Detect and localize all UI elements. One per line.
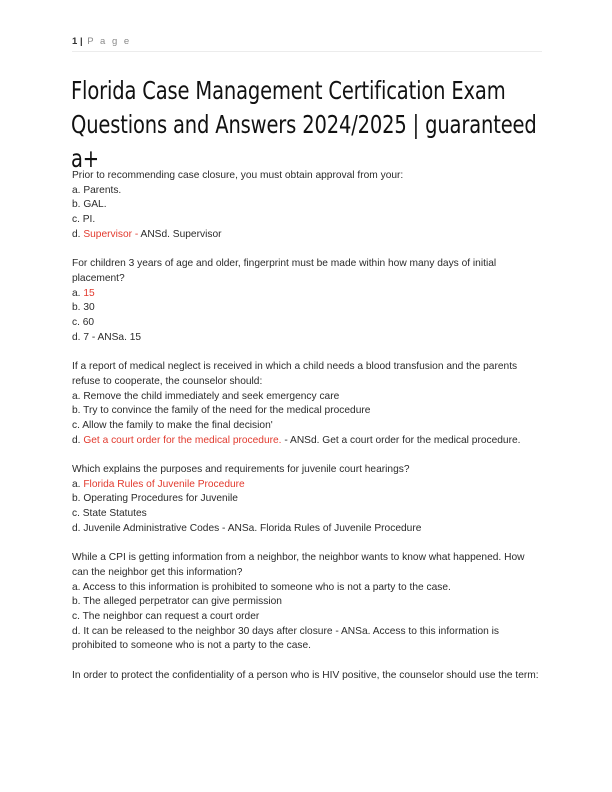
- question-prompt: In order to protect the confidentiality of a person who is HIV positive, the counselor should use the term:: [72, 669, 539, 681]
- option-d: d. 7 - ANSa. 15: [72, 331, 142, 343]
- option-c: c. The neighbor can request a court order: [72, 611, 260, 623]
- option-b: b. The alleged perpetrator can give permission: [72, 596, 282, 608]
- title-line-1: Florida Case Management Certification Exam: [71, 76, 506, 105]
- question-list: [72, 169, 542, 698]
- option-d: [72, 434, 542, 449]
- question-prompt: Which explains the purposes and requirements for juvenile court hearings?: [72, 464, 410, 476]
- option-b: b. 30: [72, 302, 95, 314]
- option-a: a. Parents.: [72, 184, 122, 196]
- option-d: d. It can be released to the neighbor 30 days after closure - ANSa. Access to this information is prohibited to someone who is not a party to the case.: [72, 625, 499, 652]
- option-c: c. Allow the family to make the final decision': [72, 419, 273, 431]
- option-b: b. Try to convince the family of the need for the medical procedure: [72, 405, 371, 417]
- option-d-prefix: d.: [72, 228, 84, 240]
- question-5: [72, 551, 542, 654]
- option-a: [72, 287, 542, 302]
- correct-answer-highlight: Florida Rules of Juvenile Procedure: [83, 478, 245, 490]
- question-6: [72, 669, 542, 684]
- title-line-2: Questions and Answers 2024/2025 | guaranteed a+: [71, 110, 537, 173]
- question-4: [72, 463, 542, 537]
- option-a: [72, 478, 542, 493]
- option-a: a. Remove the child immediately and seek emergency care: [72, 390, 340, 402]
- page-label: P a g e: [87, 36, 132, 47]
- question-3: [72, 360, 542, 448]
- option-b: b. GAL.: [72, 199, 107, 211]
- correct-answer-highlight: Get a court order for the medical procedure.: [83, 434, 282, 446]
- answer-dash: -: [132, 228, 139, 240]
- page-separator: |: [79, 36, 83, 47]
- page-header: [72, 36, 542, 52]
- question-1: [72, 169, 542, 243]
- document-title: [71, 74, 551, 176]
- question-prompt: For children 3 years of age and older, fingerprint must be made within how many days of initial placement?: [72, 258, 497, 284]
- option-d: d. Juvenile Administrative Codes - ANSa. Florida Rules of Juvenile Procedure: [72, 522, 422, 534]
- option-c: c. PI.: [72, 214, 96, 226]
- question-prompt: If a report of medical neglect is received in which a child needs a blood transfusion and the parents refuse to cooperate, the counselor should:: [72, 361, 518, 387]
- option-d-prefix: d.: [72, 434, 84, 446]
- answer-key: ANSd. Supervisor: [138, 228, 222, 240]
- correct-answer-highlight: Supervisor: [83, 228, 133, 240]
- option-a: a. Access to this information is prohibited to someone who is not a party to the case.: [72, 581, 451, 593]
- option-a-prefix: a.: [72, 287, 84, 299]
- correct-answer-highlight: 15: [83, 287, 95, 299]
- option-b: b. Operating Procedures for Juvenile: [72, 493, 238, 505]
- question-2: [72, 257, 542, 345]
- option-d: [72, 228, 542, 243]
- option-c: c. State Statutes: [72, 508, 147, 520]
- option-a-prefix: a.: [72, 478, 84, 490]
- option-c: c. 60: [72, 317, 95, 329]
- answer-key: - ANSd. Get a court order for the medical procedure.: [281, 434, 521, 446]
- question-prompt: Prior to recommending case closure, you must obtain approval from your:: [72, 170, 404, 181]
- page-number: 1: [72, 36, 78, 47]
- question-prompt: While a CPI is getting information from a neighbor, the neighbor wants to know what happened. How can the neighbor get this information?: [72, 552, 525, 578]
